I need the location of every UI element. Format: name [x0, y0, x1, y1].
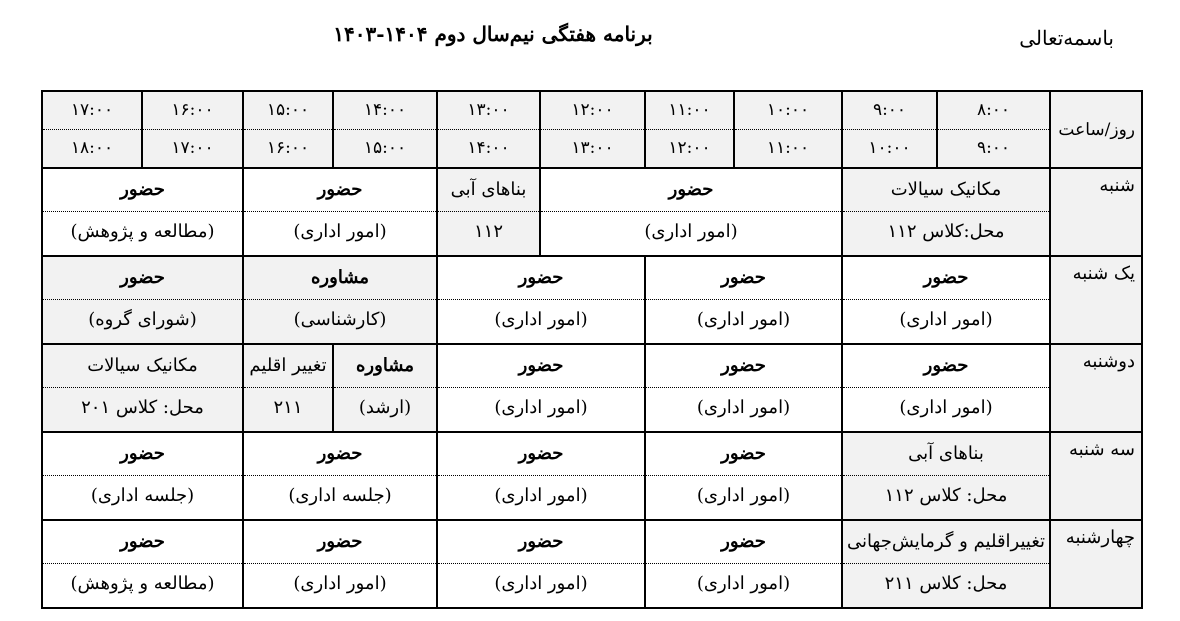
- schedule-cell: [243, 256, 437, 344]
- schedule-cell: [842, 168, 1050, 256]
- cell-detail: (امور اداری): [244, 563, 436, 604]
- day-label: یک شنبه: [1050, 256, 1142, 344]
- cell-detail: (امور اداری): [646, 387, 841, 428]
- cell-title: مکانیک سیالات: [87, 355, 198, 376]
- cell-detail: ۲۱۱: [244, 387, 332, 428]
- schedule-cell: [42, 344, 243, 432]
- cell-detail: (ارشد): [334, 387, 436, 428]
- day-row-wednesday: [42, 520, 1142, 608]
- day-label: سه شنبه: [1050, 432, 1142, 520]
- time-from: ۱۴:۰۰: [363, 100, 407, 120]
- schedule-cell: [333, 344, 437, 432]
- time-from: ۱۲:۰۰: [571, 100, 614, 120]
- cell-detail: (جلسه اداری): [244, 475, 436, 516]
- schedule-cell: [645, 256, 842, 344]
- cell-detail: (امور اداری): [244, 211, 436, 252]
- cell-title: حضور: [120, 443, 165, 464]
- time-from: ۱۳:۰۰: [467, 100, 510, 120]
- time-to: ۱۴:۰۰: [467, 138, 510, 158]
- cell-title: بناهای آبی: [450, 179, 527, 200]
- day-row-sunday: [42, 256, 1142, 344]
- cell-title: تغییراقلیم و گرمایش‌جهانی: [846, 531, 1046, 552]
- day-label: شنبه: [1050, 168, 1142, 256]
- cell-title: حضور: [518, 443, 564, 464]
- day-row-monday: [42, 344, 1142, 432]
- schedule-cell: [645, 432, 842, 520]
- cell-title: حضور: [317, 531, 363, 552]
- cell-title: حضور: [120, 267, 165, 288]
- cell-detail: (امور اداری): [843, 299, 1049, 340]
- cell-title: حضور: [923, 355, 969, 376]
- cell-title: حضور: [518, 267, 564, 288]
- time-to: ۱۸:۰۰: [70, 138, 114, 158]
- cell-detail: (امور اداری): [438, 299, 644, 340]
- schedule-cell: [842, 256, 1050, 344]
- cell-title: حضور: [120, 179, 165, 200]
- day-label: دوشنبه: [1050, 344, 1142, 432]
- schedule-cell: [437, 432, 645, 520]
- schedule-cell: [437, 520, 645, 608]
- cell-title: حضور: [317, 179, 363, 200]
- time-slot: [734, 91, 842, 168]
- cell-title: تغییر اقلیم: [249, 355, 327, 376]
- day-row-saturday: [42, 168, 1142, 256]
- cell-detail: (امور اداری): [646, 475, 841, 516]
- cell-detail: (کارشناسی): [244, 299, 436, 340]
- cell-detail: محل: کلاس ۱۱۲: [843, 475, 1049, 516]
- cell-detail: (امور اداری): [843, 387, 1049, 428]
- cell-title: حضور: [120, 531, 165, 552]
- cell-detail: (مطالعه و پژوهش): [43, 211, 242, 252]
- time-slot: [42, 91, 142, 168]
- schedule-cell: [437, 168, 540, 256]
- header-row: [42, 91, 1142, 168]
- schedule-cell: [243, 432, 437, 520]
- cell-title: حضور: [721, 355, 766, 376]
- schedule-cell: [437, 344, 645, 432]
- schedule-cell: [645, 344, 842, 432]
- time-slot: [937, 91, 1050, 168]
- time-slot: [142, 91, 243, 168]
- corner-cell: روز/ساعت: [1050, 91, 1142, 168]
- cell-title: مشاوره: [311, 267, 369, 288]
- cell-title: حضور: [721, 443, 766, 464]
- time-to: ۱۷:۰۰: [171, 138, 214, 158]
- cell-detail: (امور اداری): [438, 387, 644, 428]
- schedule-cell: [842, 520, 1050, 608]
- cell-title: بناهای آبی: [908, 443, 984, 464]
- time-slot: [842, 91, 937, 168]
- time-to: ۱۲:۰۰: [668, 138, 711, 158]
- cell-detail: (امور اداری): [646, 299, 841, 340]
- time-from: ۱۰:۰۰: [766, 100, 810, 120]
- cell-title: حضور: [518, 531, 564, 552]
- time-slot: [645, 91, 734, 168]
- day-label: چهارشنبه: [1050, 520, 1142, 608]
- schedule-cell: [42, 432, 243, 520]
- time-to: ۱۰:۰۰: [868, 138, 911, 158]
- page-title: برنامه هفتگی نیم‌سال دوم ۱۴۰۴-۱۴۰۳: [333, 22, 653, 46]
- schedule-cell: [42, 256, 243, 344]
- cell-title: حضور: [721, 267, 766, 288]
- cell-title: حضور: [923, 267, 969, 288]
- day-row-tuesday: [42, 432, 1142, 520]
- schedule-cell: [243, 344, 333, 432]
- time-from: ۱۵:۰۰: [266, 100, 310, 120]
- cell-detail: (جلسه اداری): [43, 475, 242, 516]
- cell-detail: (امور اداری): [438, 475, 644, 516]
- cell-detail: محل: کلاس ۲۱۱: [843, 563, 1049, 604]
- cell-title: مشاوره: [356, 355, 414, 376]
- time-slot: [243, 91, 333, 168]
- cell-title: حضور: [317, 443, 363, 464]
- time-to: ۱۳:۰۰: [571, 138, 614, 158]
- time-slot: [437, 91, 540, 168]
- cell-detail: ۱۱۲: [438, 211, 539, 252]
- cell-title: حضور: [518, 355, 564, 376]
- schedule-cell: [243, 520, 437, 608]
- cell-detail: (امور اداری): [646, 563, 841, 604]
- cell-detail: محل: کلاس ۲۰۱: [43, 387, 242, 428]
- time-from: ۱۷:۰۰: [70, 100, 114, 120]
- schedule-cell: [243, 168, 437, 256]
- time-from: ۸:۰۰: [976, 100, 1011, 120]
- time-to: ۹:۰۰: [976, 138, 1011, 158]
- time-slot: [333, 91, 437, 168]
- basmala-heading: باسمه‌تعالی: [1019, 26, 1114, 50]
- schedule-cell: [42, 520, 243, 608]
- cell-detail: (امور اداری): [438, 563, 644, 604]
- weekly-schedule-table: [41, 90, 1143, 609]
- schedule-cell: [540, 168, 842, 256]
- cell-title: حضور: [668, 179, 714, 200]
- cell-detail: (مطالعه و پژوهش): [43, 563, 242, 604]
- schedule-cell: [437, 256, 645, 344]
- cell-title: حضور: [721, 531, 766, 552]
- cell-title: مکانیک سیالات: [890, 179, 1002, 200]
- time-from: ۱۶:۰۰: [171, 100, 214, 120]
- cell-detail: (شورای گروه): [43, 299, 242, 340]
- time-to: ۱۶:۰۰: [266, 138, 310, 158]
- cell-detail: محل:کلاس ۱۱۲: [843, 211, 1049, 252]
- cell-detail: (امور اداری): [541, 211, 841, 252]
- time-slot: [540, 91, 645, 168]
- schedule-cell: [842, 432, 1050, 520]
- time-to: ۱۱:۰۰: [766, 138, 810, 158]
- time-from: ۱۱:۰۰: [668, 100, 711, 120]
- schedule-cell: [42, 168, 243, 256]
- schedule-cell: [645, 520, 842, 608]
- time-from: ۹:۰۰: [872, 100, 907, 120]
- schedule-cell: [842, 344, 1050, 432]
- time-to: ۱۵:۰۰: [363, 138, 407, 158]
